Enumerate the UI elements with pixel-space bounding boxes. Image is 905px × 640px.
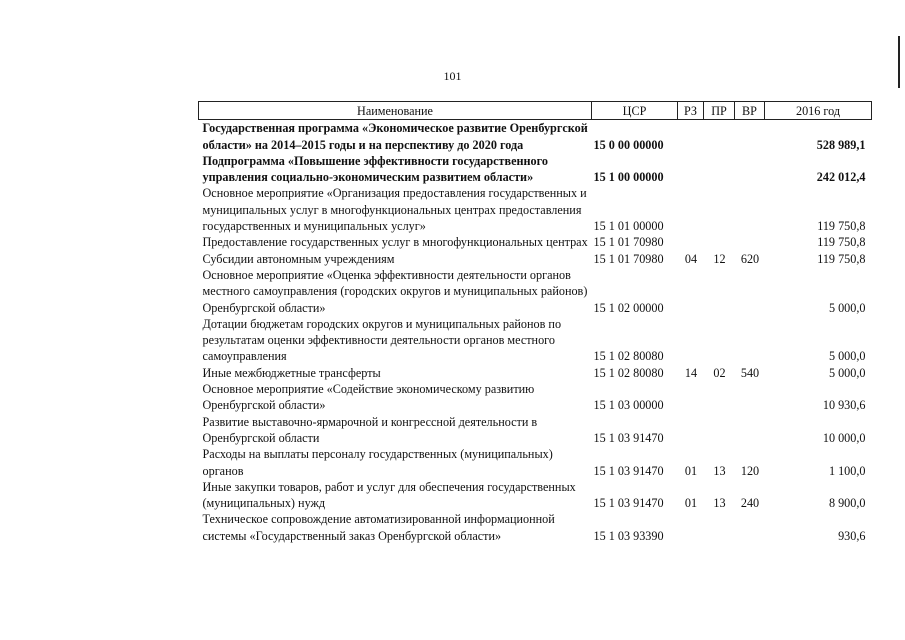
row-vr-cell xyxy=(735,511,765,544)
row-csr-cell: 15 1 02 80080 xyxy=(593,349,664,364)
row-rz-cell xyxy=(678,185,704,234)
header-rz: РЗ xyxy=(678,102,704,120)
table-row xyxy=(199,251,872,267)
row-amount-cell: 119 750,8 xyxy=(817,219,866,234)
row-name-cell: Иные межбюджетные трансферты xyxy=(202,365,381,380)
row-pr-cell: 12 xyxy=(713,251,726,266)
table-row xyxy=(199,267,872,316)
row-pr-cell xyxy=(704,381,735,414)
row-name-cell: Предоставление государственных услуг в многофункциональных центрах xyxy=(202,235,588,250)
row-rz-cell: 04 xyxy=(684,251,698,266)
row-name-cell: Основное мероприятие «Организация предоставления государственных и муниципальных услуг в многофункциональных центрах предоставления государственных и муниципальных услуг» xyxy=(202,186,587,234)
row-csr-cell: 15 1 02 00000 xyxy=(593,300,664,315)
table-row xyxy=(199,479,872,512)
row-pr-cell xyxy=(704,153,735,186)
row-rz-cell xyxy=(678,267,704,316)
row-amount-cell: 119 750,8 xyxy=(817,235,866,250)
table-header-row xyxy=(199,102,872,120)
row-name-cell: Расходы на выплаты персоналу государственных (муниципальных) органов xyxy=(202,447,553,478)
row-name-cell: Техническое сопровождение автоматизированной информационной системы «Государственный заказ Оренбургской области» xyxy=(202,512,555,543)
row-amount-cell: 5 000,0 xyxy=(828,349,866,364)
row-csr-cell: 15 1 02 80080 xyxy=(593,365,664,380)
row-vr-cell: 120 xyxy=(740,463,760,478)
row-name-cell: Государственная программа «Экономическое развитие Оренбургской области» на 2014–2015 годы и на перспективу до 2020 года xyxy=(202,121,588,152)
row-csr-cell: 15 0 00 00000 xyxy=(593,137,664,152)
header-name: Наименование xyxy=(199,102,592,120)
row-csr-cell: 15 1 03 91470 xyxy=(593,430,664,445)
row-name-cell: Основное мероприятие «Оценка эффективности деятельности органов местного самоуправления (городских округов и муниципальных районов) Оренбургской области» xyxy=(202,267,588,315)
row-csr-cell: 15 1 00 00000 xyxy=(593,170,664,185)
row-pr-cell xyxy=(704,414,735,447)
table-row xyxy=(199,153,872,186)
row-rz-cell xyxy=(678,316,704,365)
table-row xyxy=(199,446,872,479)
row-name-cell: Субсидии автономным учреждениям xyxy=(202,251,395,266)
table-row xyxy=(199,120,872,153)
row-vr-cell xyxy=(735,414,765,447)
row-amount-cell: 1 100,0 xyxy=(828,463,866,478)
row-rz-cell: 14 xyxy=(684,365,698,380)
row-rz-cell xyxy=(678,234,704,250)
row-amount-cell: 119 750,8 xyxy=(817,251,866,266)
row-name-cell: Подпрограмма «Повышение эффективности государственного управления социально-экономическим развитием области» xyxy=(202,153,548,185)
row-rz-cell: 01 xyxy=(684,463,698,478)
row-vr-cell xyxy=(735,120,765,153)
page-number: 101 xyxy=(443,69,462,83)
row-name-cell: Развитие выставочно-ярмарочной и конгрессной деятельности в Оренбургской области xyxy=(202,414,538,445)
table-row xyxy=(199,511,872,544)
table-row xyxy=(199,234,872,250)
table-row xyxy=(199,316,872,365)
table-row xyxy=(199,185,872,234)
row-pr-cell xyxy=(704,511,735,544)
header-vr: ВР xyxy=(735,102,765,120)
row-csr-cell: 15 1 01 70980 xyxy=(593,235,664,250)
row-pr-cell xyxy=(704,185,735,234)
row-rz-cell xyxy=(678,153,704,186)
row-vr-cell: 540 xyxy=(740,365,760,380)
row-name-cell: Иные закупки товаров, работ и услуг для обеспечения государственных (муниципальных) нужд xyxy=(202,479,576,511)
row-csr-cell: 15 1 03 91470 xyxy=(593,463,664,478)
row-rz-cell xyxy=(678,120,704,153)
row-amount-cell: 10 930,6 xyxy=(822,398,866,413)
row-amount-cell: 5 000,0 xyxy=(828,365,866,380)
row-pr-cell: 13 xyxy=(713,463,726,478)
row-amount-cell: 242 012,4 xyxy=(816,170,866,185)
header-pr: ПР xyxy=(704,102,735,120)
scan-edge-mark xyxy=(898,36,900,88)
row-csr-cell: 15 1 01 70980 xyxy=(593,251,664,266)
budget-table xyxy=(198,101,872,544)
header-year: 2016 год xyxy=(765,102,872,120)
row-pr-cell xyxy=(704,267,735,316)
row-amount-cell: 8 900,0 xyxy=(828,496,866,511)
row-vr-cell xyxy=(735,267,765,316)
row-pr-cell xyxy=(704,120,735,153)
row-vr-cell xyxy=(735,381,765,414)
row-csr-cell: 15 1 03 91470 xyxy=(593,496,664,511)
row-vr-cell: 240 xyxy=(740,496,760,511)
row-csr-cell: 15 1 01 00000 xyxy=(593,219,664,234)
row-vr-cell xyxy=(735,316,765,365)
row-vr-cell xyxy=(735,185,765,234)
row-amount-cell: 528 989,1 xyxy=(816,137,866,152)
table-body xyxy=(199,120,872,544)
row-rz-cell xyxy=(678,381,704,414)
row-amount-cell: 5 000,0 xyxy=(828,300,866,315)
row-vr-cell: 620 xyxy=(740,251,760,266)
row-amount-cell: 930,6 xyxy=(838,528,866,543)
row-pr-cell xyxy=(704,316,735,365)
table-row xyxy=(199,414,872,447)
row-csr-cell: 15 1 03 93390 xyxy=(593,528,664,543)
header-csr: ЦСР xyxy=(592,102,678,120)
row-csr-cell: 15 1 03 00000 xyxy=(593,398,664,413)
row-rz-cell: 01 xyxy=(684,496,698,511)
row-amount-cell: 10 000,0 xyxy=(822,430,866,445)
row-pr-cell xyxy=(704,234,735,250)
row-vr-cell xyxy=(735,153,765,186)
row-name-cell: Дотации бюджетам городских округов и муниципальных районов по результатам оценки эффективности деятельности органов местного самоуправления xyxy=(202,316,562,364)
row-rz-cell xyxy=(678,511,704,544)
row-pr-cell: 02 xyxy=(713,365,726,380)
table-row xyxy=(199,365,872,381)
row-vr-cell xyxy=(735,234,765,250)
row-name-cell: Основное мероприятие «Содействие экономическому развитию Оренбургской области» xyxy=(202,382,535,413)
row-pr-cell: 13 xyxy=(713,496,726,511)
row-rz-cell xyxy=(678,414,704,447)
table-row xyxy=(199,381,872,414)
